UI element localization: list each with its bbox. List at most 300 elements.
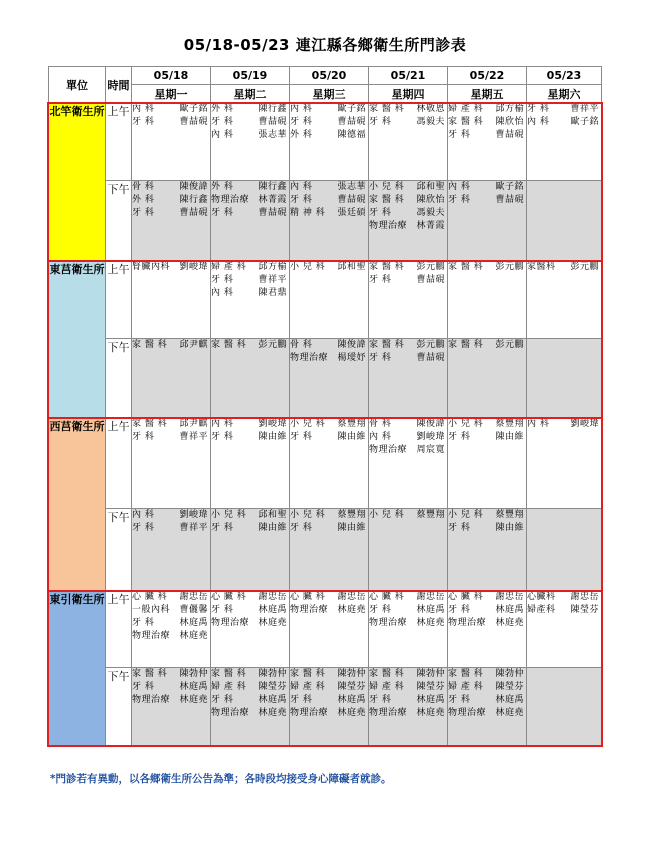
- period-label: 上午: [106, 591, 132, 668]
- department-name: 家 醫 科: [369, 195, 405, 205]
- department-name: 牙 科: [211, 117, 234, 127]
- department-name: 物理治療: [211, 618, 250, 628]
- schedule-cell: [290, 261, 369, 339]
- doctor-name: 邱方榆: [495, 104, 524, 114]
- department-name: 內 科: [527, 117, 550, 127]
- department-name: 內 科: [527, 419, 550, 429]
- schedule-cell: [527, 181, 602, 261]
- schedule-row-pm: [49, 668, 602, 746]
- department-name: 內 科: [132, 104, 155, 114]
- schedule-cell: [132, 103, 211, 181]
- department-name: 牙 科: [211, 695, 234, 705]
- doctor-name: 陳俊諱: [416, 419, 445, 429]
- period-label: 下午: [106, 339, 132, 418]
- doctor-name: 彭元鵬: [416, 262, 445, 272]
- doctor-name: 曹儷馨: [179, 605, 208, 615]
- schedule-cell: [290, 339, 369, 418]
- department-name: 婦 產 科: [369, 682, 405, 692]
- schedule-cell: [369, 668, 448, 746]
- schedule-cell: [290, 668, 369, 746]
- clinic-entry: [290, 604, 368, 617]
- doctor-name: 歐子銘: [570, 117, 599, 127]
- clinic-entry: [369, 220, 447, 233]
- clinic-entry: [211, 617, 289, 630]
- schedule-cell: [527, 103, 602, 181]
- doctor-name: 陳由維: [337, 523, 366, 533]
- clinic-entry: [448, 522, 526, 535]
- department-name: 家 醫 科: [132, 340, 168, 350]
- schedule-cell: [448, 261, 527, 339]
- clinic-entry: [369, 694, 447, 707]
- clinic-entry: [369, 444, 447, 457]
- department-name: 物理治療: [132, 631, 171, 641]
- department-name: 牙 科: [211, 275, 234, 285]
- doctor-name: 謝忠岳: [570, 592, 599, 602]
- time-header: 時間: [106, 67, 132, 103]
- department-name: 內 科: [448, 182, 471, 192]
- clinic-entry: [290, 261, 368, 274]
- schedule-cell: [448, 591, 527, 668]
- schedule-cell: [369, 509, 448, 591]
- schedule-cell: [132, 509, 211, 591]
- doctor-name: 劉峻瑋: [570, 419, 599, 429]
- clinic-entry: [132, 509, 210, 522]
- schedule-cell: [211, 261, 290, 339]
- department-name: 牙 科: [448, 605, 471, 615]
- department-name: 牙 科: [369, 353, 392, 363]
- schedule-cell: [211, 509, 290, 591]
- doctor-name: 曹喆硯: [495, 195, 524, 205]
- department-name: 物理治療: [211, 708, 250, 718]
- schedule-row-am: [49, 591, 602, 668]
- department-name: 小 兒 科: [448, 510, 484, 520]
- department-name: 內 科: [211, 419, 234, 429]
- department-name: 牙 科: [211, 523, 234, 533]
- clinic-entry: [448, 509, 526, 522]
- schedule-cell: [132, 339, 211, 418]
- doctor-name: 曹喆硯: [179, 208, 208, 218]
- weekday-header: 星期四: [369, 85, 448, 103]
- doctor-name: 陳行鑫: [258, 182, 287, 192]
- doctor-name: 曹喆硯: [416, 275, 445, 285]
- weekday-header: 星期一: [132, 85, 211, 103]
- department-name: 家 醫 科: [369, 262, 405, 272]
- schedule-cell: [369, 103, 448, 181]
- department-name: 心 臟 科: [369, 592, 405, 602]
- department-name: 牙 科: [290, 195, 313, 205]
- department-name: 婦 產 科: [448, 682, 484, 692]
- weekday-header: 星期三: [290, 85, 369, 103]
- department-name: 牙 科: [132, 117, 155, 127]
- doctor-name: 蔡豐翔: [495, 510, 524, 520]
- clinic-entry: [290, 522, 368, 535]
- clinic-entry: [448, 668, 526, 681]
- department-name: 心 臟 科: [132, 592, 168, 602]
- clinic-entry: [290, 129, 368, 142]
- schedule-cell: [448, 668, 527, 746]
- doctor-name: 林庭禹: [495, 695, 524, 705]
- doctor-name: 張廷碩: [337, 208, 366, 218]
- department-name: 小 兒 科: [290, 419, 326, 429]
- schedule-cell: [448, 339, 527, 418]
- department-name: 婦 產 科: [211, 262, 247, 272]
- clinic-entry: [211, 604, 289, 617]
- department-name: 外 科: [290, 130, 313, 140]
- schedule-cell: [290, 591, 369, 668]
- day-date-header: 05/22: [448, 67, 527, 85]
- clinic-entry: [448, 591, 526, 604]
- department-name: 物理治療: [290, 708, 329, 718]
- clinic-entry: [132, 617, 210, 630]
- department-name: 牙 科: [132, 432, 155, 442]
- department-name: 牙 科: [132, 208, 155, 218]
- department-name: 婦 產 科: [290, 682, 326, 692]
- clinic-entry: [132, 694, 210, 707]
- department-name: 牙 科: [527, 104, 550, 114]
- department-name: 小 兒 科: [369, 510, 405, 520]
- clinic-entry: [448, 681, 526, 694]
- doctor-name: 曹喆硯: [258, 208, 287, 218]
- clinic-entry: [448, 431, 526, 444]
- doctor-name: 陳欣怡: [416, 195, 445, 205]
- department-name: 家 醫 科: [369, 104, 405, 114]
- department-name: 牙 科: [132, 682, 155, 692]
- clinic-entry: [290, 207, 368, 220]
- department-name: 內 科: [290, 104, 313, 114]
- doctor-name: 林庭堯: [416, 618, 445, 628]
- clinic-entry: [448, 129, 526, 142]
- department-name: 內 科: [132, 510, 155, 520]
- schedule-row-pm: [49, 509, 602, 591]
- clinic-entry: [369, 352, 447, 365]
- schedule-cell: [290, 181, 369, 261]
- doctor-name: 林庭禹: [258, 605, 287, 615]
- clinic-entry: [369, 261, 447, 274]
- clinic-entry: [369, 591, 447, 604]
- department-name: 牙 科: [290, 117, 313, 127]
- clinic-entry: [211, 287, 289, 300]
- doctor-name: 陳瑩芬: [416, 682, 445, 692]
- clinic-entry: [290, 509, 368, 522]
- doctor-name: 陳瑩芬: [495, 682, 524, 692]
- doctor-name: 謝忠岳: [179, 592, 208, 602]
- department-name: 家 醫 科: [369, 669, 405, 679]
- weekday-header: 星期二: [211, 85, 290, 103]
- doctor-name: 謝忠岳: [495, 592, 524, 602]
- clinic-entry: [448, 694, 526, 707]
- doctor-name: 陳勃仲: [495, 669, 524, 679]
- clinic-entry: [448, 261, 526, 274]
- doctor-name: 歐子銘: [495, 182, 524, 192]
- doctor-name: 陳行鑫: [258, 104, 287, 114]
- department-name: 物理治療: [369, 708, 408, 718]
- clinic-entry: [290, 431, 368, 444]
- day-date-header: 05/18: [132, 67, 211, 85]
- clinic-entry: [290, 116, 368, 129]
- department-name: 物理治療: [211, 195, 250, 205]
- clinic-entry: [448, 604, 526, 617]
- clinic-entry: [369, 194, 447, 207]
- doctor-name: 林庭堯: [258, 708, 287, 718]
- doctor-name: 陳勃仲: [416, 669, 445, 679]
- clinic-entry: [448, 707, 526, 720]
- schedule-row-am: [49, 103, 602, 181]
- department-name: 內 科: [211, 288, 234, 298]
- doctor-name: 謝忠岳: [416, 592, 445, 602]
- department-name: 牙 科: [132, 523, 155, 533]
- department-name: 牙 科: [448, 695, 471, 705]
- schedule-row-pm: [49, 339, 602, 418]
- department-name: 牙 科: [369, 275, 392, 285]
- doctor-name: 邱和聖: [258, 510, 287, 520]
- period-label: 上午: [106, 418, 132, 509]
- doctor-name: 陳由維: [337, 432, 366, 442]
- doctor-name: 邱和聖: [416, 182, 445, 192]
- doctor-name: 林庭禹: [495, 605, 524, 615]
- doctor-name: 曹祥平: [258, 275, 287, 285]
- doctor-name: 陳由維: [495, 432, 524, 442]
- schedule-cell: [527, 261, 602, 339]
- weekday-header: 星期六: [527, 85, 602, 103]
- clinic-entry: [448, 418, 526, 431]
- department-name: 家 醫 科: [132, 419, 168, 429]
- doctor-name: 邱尹麒: [179, 419, 208, 429]
- footnote: *門診若有異動，以各鄉衛生所公告為準；各時段均接受身心障礙者就診。: [50, 773, 392, 785]
- schedule-cell: [290, 418, 369, 509]
- clinic-name: 東引衛生所: [49, 591, 106, 746]
- schedule-cell: [132, 181, 211, 261]
- department-name: 牙 科: [211, 208, 234, 218]
- department-name: 家 醫 科: [290, 669, 326, 679]
- doctor-name: 楊璦妤: [337, 353, 366, 363]
- doctor-name: 馮毅夫: [416, 117, 445, 127]
- clinic-entry: [369, 207, 447, 220]
- department-name: 家 醫 科: [211, 669, 247, 679]
- doctor-name: 陳行鑫: [179, 195, 208, 205]
- department-name: 婦 產 科: [448, 104, 484, 114]
- doctor-name: 林庭禹: [258, 695, 287, 705]
- department-name: 小 兒 科: [448, 419, 484, 429]
- doctor-name: 曹喆硯: [179, 117, 208, 127]
- clinic-entry: [211, 103, 289, 116]
- clinic-entry: [132, 681, 210, 694]
- schedule-cell: [369, 261, 448, 339]
- doctor-name: 陳由維: [495, 523, 524, 533]
- doctor-name: 陳由維: [258, 523, 287, 533]
- clinic-entry: [369, 418, 447, 431]
- department-name: 骨 科: [132, 182, 155, 192]
- department-name: 一般內科: [132, 605, 171, 615]
- clinic-entry: [448, 339, 526, 352]
- department-name: 小 兒 科: [290, 262, 326, 272]
- unit-header: 單位: [49, 67, 106, 103]
- clinic-entry: [290, 707, 368, 720]
- department-name: 物理治療: [448, 618, 487, 628]
- day-date-header: 05/21: [369, 67, 448, 85]
- doctor-name: 林敬恩: [416, 104, 445, 114]
- doctor-name: 歐子銘: [337, 104, 366, 114]
- doctor-name: 陳君鼎: [258, 288, 287, 298]
- clinic-entry: [527, 591, 601, 604]
- clinic-entry: [211, 129, 289, 142]
- department-name: 小 兒 科: [290, 510, 326, 520]
- clinic-entry: [132, 207, 210, 220]
- doctor-name: 曹喆硯: [258, 117, 287, 127]
- doctor-name: 林庭堯: [337, 708, 366, 718]
- schedule-cell: [369, 339, 448, 418]
- doctor-name: 周宸寬: [416, 445, 445, 455]
- schedule-cell: [448, 103, 527, 181]
- doctor-name: 林庭堯: [258, 618, 287, 628]
- department-name: 物理治療: [448, 708, 487, 718]
- clinic-entry: [211, 668, 289, 681]
- clinic-entry: [448, 194, 526, 207]
- schedule-row-am: [49, 418, 602, 509]
- clinic-entry: [369, 707, 447, 720]
- department-name: 牙 科: [290, 695, 313, 705]
- doctor-name: 謝忠岳: [258, 592, 287, 602]
- doctor-name: 彭元鵬: [258, 340, 287, 350]
- doctor-name: 邱和聖: [337, 262, 366, 272]
- clinic-entry: [369, 681, 447, 694]
- department-name: 骨 科: [290, 340, 313, 350]
- department-name: 家 醫 科: [369, 340, 405, 350]
- doctor-name: 陳欣怡: [495, 117, 524, 127]
- doctor-name: 邱方榆: [258, 262, 287, 272]
- schedule-cell: [448, 181, 527, 261]
- clinic-entry: [132, 261, 210, 274]
- clinic-entry: [448, 617, 526, 630]
- schedule-cell: [211, 591, 290, 668]
- department-name: 牙 科: [290, 432, 313, 442]
- clinic-entry: [132, 591, 210, 604]
- clinic-entry: [211, 339, 289, 352]
- doctor-name: 馮毅夫: [416, 208, 445, 218]
- doctor-name: 林菁霞: [416, 221, 445, 231]
- doctor-name: 陳勃仲: [337, 669, 366, 679]
- schedule-cell: [132, 418, 211, 509]
- doctor-name: 林庭禹: [416, 605, 445, 615]
- doctor-name: 蔡豐翔: [337, 419, 366, 429]
- clinic-schedule-table: [48, 66, 602, 746]
- doctor-name: 彭元鵬: [416, 340, 445, 350]
- clinic-entry: [211, 431, 289, 444]
- clinic-entry: [132, 668, 210, 681]
- doctor-name: 歐子銘: [179, 104, 208, 114]
- clinic-entry: [290, 352, 368, 365]
- department-name: 牙 科: [211, 432, 234, 442]
- clinic-entry: [290, 591, 368, 604]
- doctor-name: 曹喆硯: [495, 130, 524, 140]
- department-name: 腎臟內科: [132, 262, 171, 272]
- department-name: 婦 產 科: [211, 682, 247, 692]
- schedule-cell: [290, 103, 369, 181]
- doctor-name: 陳瑩芬: [258, 682, 287, 692]
- department-name: 物理治療: [369, 618, 408, 628]
- department-name: 物理治療: [290, 605, 329, 615]
- clinic-entry: [211, 116, 289, 129]
- department-name: 牙 科: [369, 117, 392, 127]
- doctor-name: 曹祥平: [179, 523, 208, 533]
- clinic-entry: [211, 181, 289, 194]
- department-name: 家 醫 科: [448, 262, 484, 272]
- department-name: 小 兒 科: [211, 510, 247, 520]
- department-name: 心 臟 科: [290, 592, 326, 602]
- schedule-cell: [211, 339, 290, 418]
- department-name: 心 臟 科: [211, 592, 247, 602]
- clinic-entry: [132, 630, 210, 643]
- schedule-cell: [369, 181, 448, 261]
- doctor-name: 陳由維: [258, 432, 287, 442]
- clinic-entry: [369, 181, 447, 194]
- clinic-entry: [527, 418, 601, 431]
- department-name: 家 醫 科: [448, 117, 484, 127]
- schedule-cell: [132, 668, 211, 746]
- clinic-entry: [290, 103, 368, 116]
- doctor-name: 林庭禹: [179, 618, 208, 628]
- period-label: 上午: [106, 261, 132, 339]
- doctor-name: 劉峻瑋: [179, 510, 208, 520]
- clinic-name: 東莒衛生所: [49, 261, 106, 418]
- schedule-row-pm: [49, 181, 602, 261]
- department-name: 家 醫 科: [448, 669, 484, 679]
- department-name: 牙 科: [132, 618, 155, 628]
- clinic-entry: [132, 103, 210, 116]
- department-name: 牙 科: [211, 605, 234, 615]
- clinic-entry: [132, 181, 210, 194]
- doctor-name: 蔡豐翔: [337, 510, 366, 520]
- period-label: 下午: [106, 181, 132, 261]
- clinic-entry: [527, 103, 601, 116]
- clinic-entry: [211, 261, 289, 274]
- department-name: 內 科: [369, 432, 392, 442]
- department-name: 外 科: [211, 182, 234, 192]
- clinic-entry: [211, 194, 289, 207]
- clinic-entry: [290, 194, 368, 207]
- clinic-entry: [132, 116, 210, 129]
- schedule-cell: [448, 509, 527, 591]
- department-name: 物理治療: [132, 695, 171, 705]
- day-date-header: 05/23: [527, 67, 602, 85]
- period-label: 上午: [106, 103, 132, 181]
- doctor-name: 陳俊諱: [179, 182, 208, 192]
- clinic-entry: [369, 617, 447, 630]
- department-name: 內 科: [211, 130, 234, 140]
- department-name: 心 臟 科: [448, 592, 484, 602]
- doctor-name: 彭元鵬: [495, 262, 524, 272]
- doctor-name: 曹喆硯: [337, 117, 366, 127]
- doctor-name: 林庭堯: [495, 708, 524, 718]
- day-date-header: 05/20: [290, 67, 369, 85]
- weekday-header: 星期五: [448, 85, 527, 103]
- clinic-entry: [369, 509, 447, 522]
- department-name: 牙 科: [290, 523, 313, 533]
- schedule-cell: [527, 339, 602, 418]
- doctor-name: 林菁霞: [258, 195, 287, 205]
- day-date-header: 05/19: [211, 67, 290, 85]
- department-name: 物理治療: [290, 353, 329, 363]
- schedule-cell: [527, 591, 602, 668]
- doctor-name: 林庭堯: [495, 618, 524, 628]
- schedule-cell: [527, 418, 602, 509]
- schedule-cell: [132, 261, 211, 339]
- clinic-entry: [290, 418, 368, 431]
- doctor-name: 陳勃仲: [258, 669, 287, 679]
- department-name: 物理治療: [369, 445, 408, 455]
- doctor-name: 林庭堯: [337, 605, 366, 615]
- doctor-name: 謝忠岳: [337, 592, 366, 602]
- department-name: 婦產科: [527, 605, 556, 615]
